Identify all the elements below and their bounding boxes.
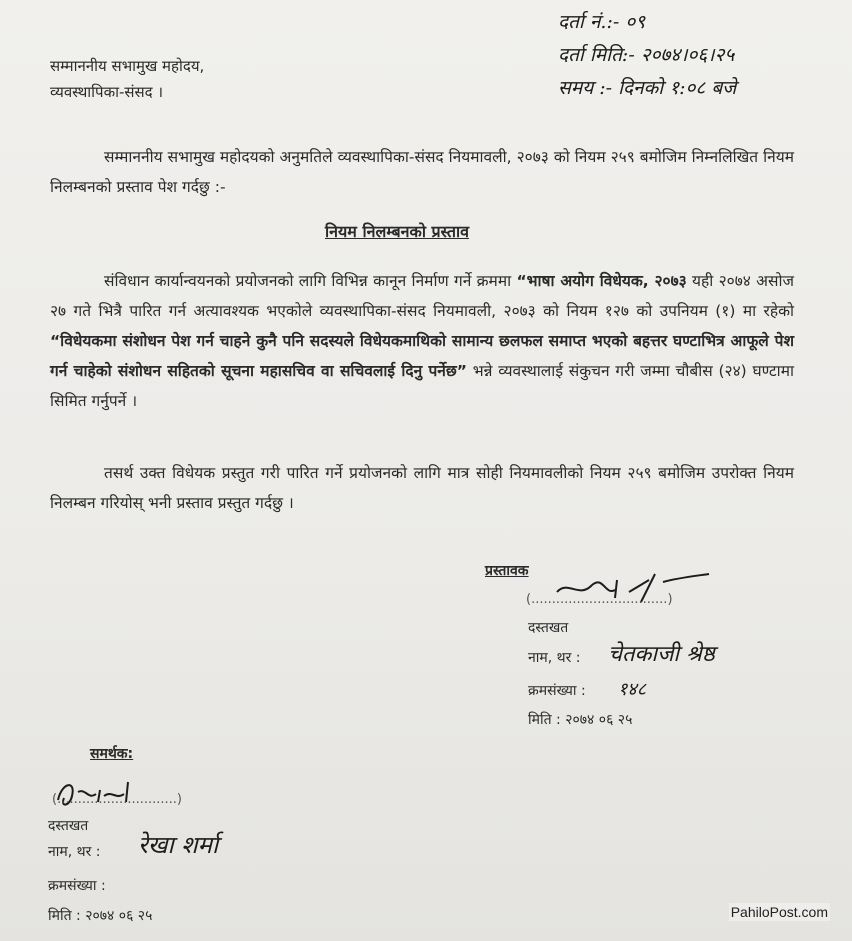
address-line-1: सम्माननीय सभामुख महोदय, [50, 57, 205, 75]
proposer-serial-value: १४८ [618, 679, 647, 700]
proposer-serial-label: क्रमसंख्या : [528, 683, 586, 699]
registration-date: दर्ता मिति:- २०७४।०६।२५ [558, 44, 735, 66]
body-paragraph-2: तसर्थ उक्त विधेयक प्रस्तुत गरी पारित गर्ने प्रयोजनको लागि मात्र सोही नियमावलीको नियम २५९ बमोजिम उपरोक्त नियम निलम्बन गरियोस् भनी प्रस्ताव प्रस्तुत गर्दछु । [50, 464, 794, 512]
body1-text-2: यही २०७४ असोज २७ गते भित्रै पारित गर्न अत्यावश्यक भएकोले व्यवस्थापिका-संसद नियमावली, २०७३ को नियम १२७ को उपनियम (१) मा रहेको [50, 272, 795, 320]
address-line-2: व्यवस्थापिका-संसद । [50, 83, 164, 101]
intro-paragraph: सम्माननीय सभामुख महोदयको अनुमतिले व्यवस्थापिका-संसद नियमावली, २०७३ को नियम २५९ बमोजिम निम्नलिखित नियम निलम्बनको प्रस्ताव पेश गर्दछु :- [50, 148, 794, 196]
proposer-name-label: नाम, थर : [528, 650, 581, 666]
proposer-heading: प्रस्तावक [485, 563, 529, 579]
registration-number: दर्ता नं.:- ०९ [558, 11, 646, 33]
bill-name: “भाषा अयोग विधेयक, २०७३ [516, 272, 687, 290]
body1-text-1: संविधान कार्यान्वयनको प्रयोजनको लागि विभिन्न कानून निर्माण गर्ने क्रममा [104, 272, 517, 290]
supporter-signature-line: (.............................) [52, 792, 182, 807]
supporter-heading: समर्थक: [90, 746, 134, 762]
body-paragraph-1 [50, 266, 794, 416]
proposer-signature-label: दस्तखत [528, 620, 569, 636]
proposer-signature-line: (.................................) [526, 592, 673, 607]
registration-stamp [558, 6, 736, 105]
rule-quote: “विधेयकमा संशोधन पेश गर्न चाहने कुनै पनि सदस्यले विधेयकमाथिको सामान्य छलफल समाप्त भएको बहत्तर घण्टाभित्र आफूले पेश गर्न चाहेको संशोधन सहितको सूचना महासचिव वा सचिवलाई दिनु पर्नेछ” [50, 332, 794, 380]
supporter-name-value: रेखा शर्मा [138, 831, 219, 859]
proposer-name-value: चेतकाजी श्रेष्ठ [608, 642, 715, 667]
registration-time: समय :- दिनको १:०८ बजे [558, 77, 737, 99]
body1-text-3: भन्ने व्यवस्थालाई संकुचन गरी जम्मा चौबीस (२४) घण्टामा सिमित गर्नुपर्ने । [50, 362, 794, 410]
document-title: नियम निलम्बनको प्रस्ताव [325, 222, 470, 241]
watermark: PahiloPost.com [730, 904, 828, 920]
proposer-date: मिति : २०७४ ०६ २५ [528, 712, 633, 728]
supporter-name-label: नाम, थर : [48, 844, 101, 860]
supporter-serial-label: क्रमसंख्या : [48, 878, 106, 894]
supporter-date: मिति : २०७४ ०६ २५ [48, 908, 153, 924]
supporter-signature-label: दस्तखत [48, 818, 89, 834]
